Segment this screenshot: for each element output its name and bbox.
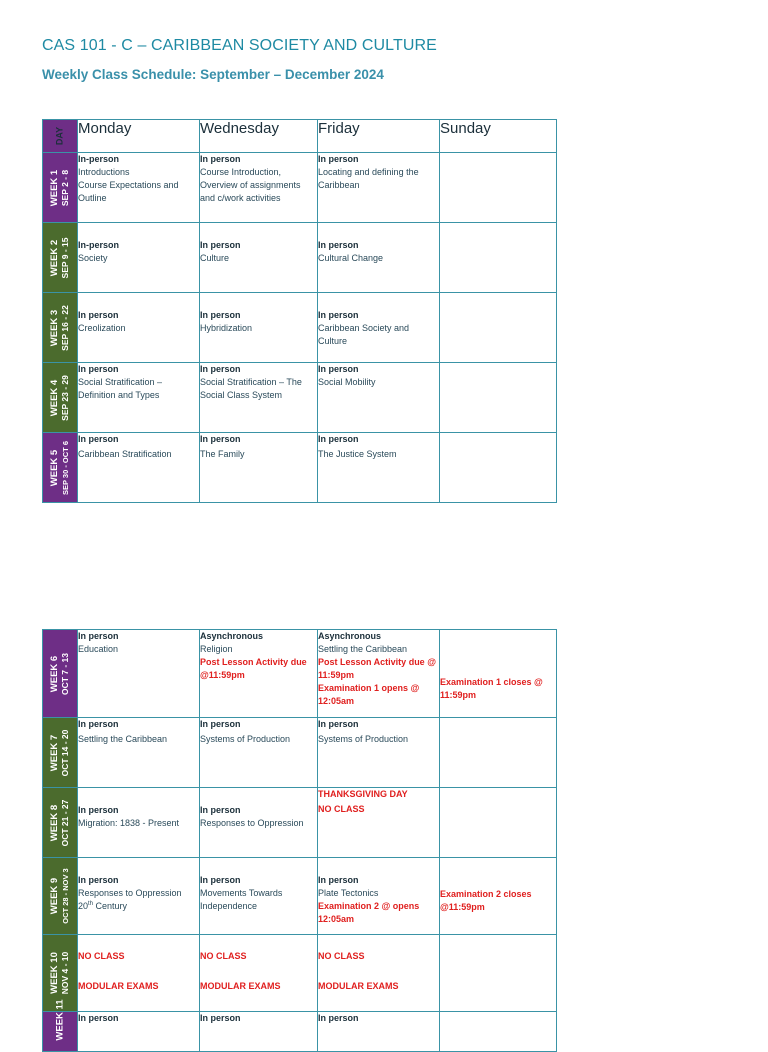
week-dates: NOV 4 - 10 bbox=[60, 951, 70, 995]
class-topic: Responses to Oppression bbox=[200, 818, 304, 828]
monday-cell bbox=[78, 788, 200, 858]
class-mode: In person bbox=[318, 310, 359, 320]
class-topic: Plate Tectonics bbox=[318, 888, 379, 898]
column-header-wednesday: Wednesday bbox=[200, 120, 318, 153]
modular-exams-note: MODULAR EXAMS bbox=[78, 981, 159, 991]
schedule-table-1 bbox=[42, 119, 557, 503]
document-title: CAS 101 - C – CARIBBEAN SOCIETY AND CULTURE bbox=[42, 37, 437, 54]
class-topic: Caribbean Society and Culture bbox=[318, 323, 410, 346]
week-label-cell bbox=[43, 153, 78, 223]
class-mode: In person bbox=[78, 719, 119, 729]
exam-note: Examination 2 @ opens 12:05am bbox=[318, 901, 420, 924]
class-topic: Social Stratification – Definition and Types bbox=[78, 377, 163, 400]
class-topic-century: 20th Century bbox=[78, 901, 128, 911]
week-number: WEEK 7 bbox=[49, 734, 60, 771]
table-row bbox=[43, 153, 557, 223]
class-mode: In person bbox=[78, 364, 119, 374]
sunday-cell bbox=[440, 293, 557, 363]
week-dates: OCT 7 - 13 bbox=[60, 652, 70, 695]
monday-cell bbox=[78, 630, 200, 718]
week-number: WEEK 4 bbox=[49, 379, 60, 416]
table-row bbox=[43, 433, 557, 503]
class-mode: Asynchronous bbox=[318, 631, 382, 641]
monday-cell bbox=[78, 223, 200, 293]
monday-cell bbox=[78, 293, 200, 363]
class-topic: Society bbox=[78, 253, 108, 263]
class-topic: Introductions bbox=[78, 167, 130, 177]
week-label-cell bbox=[43, 858, 78, 935]
document-subtitle: Weekly Class Schedule: September – December 2024 bbox=[42, 67, 384, 82]
modular-exams-note: MODULAR EXAMS bbox=[200, 981, 281, 991]
sunday-cell bbox=[440, 223, 557, 293]
monday-cell bbox=[78, 433, 200, 503]
week-number: WEEK 10 bbox=[49, 952, 60, 994]
wednesday-cell bbox=[200, 858, 318, 935]
class-mode: In person bbox=[318, 434, 359, 444]
monday-cell bbox=[78, 153, 200, 223]
sunday-cell bbox=[440, 858, 557, 935]
class-topic: Movements Towards Independence bbox=[200, 888, 283, 911]
class-mode: In person bbox=[78, 805, 119, 815]
class-topic: Education bbox=[78, 644, 119, 654]
week-label-cell bbox=[43, 999, 78, 1052]
wednesday-cell bbox=[200, 363, 318, 433]
sunday-cell bbox=[440, 1012, 557, 1052]
week-label-cell bbox=[43, 630, 78, 718]
table-row bbox=[43, 935, 557, 1012]
class-topic: Creolization bbox=[78, 323, 126, 333]
class-mode: In person bbox=[200, 154, 241, 164]
week-label-cell bbox=[43, 718, 78, 788]
class-topic: Settling the Caribbean bbox=[318, 644, 408, 654]
class-topic: Culture bbox=[200, 253, 230, 263]
class-topic: Course Expectations and Outline bbox=[78, 180, 179, 203]
table-row bbox=[43, 788, 557, 858]
table-row bbox=[43, 858, 557, 935]
sunday-cell bbox=[440, 935, 557, 1012]
class-topic: The Justice System bbox=[318, 449, 397, 459]
sunday-cell bbox=[440, 630, 557, 718]
week-label-cell bbox=[43, 223, 78, 293]
class-mode: In person bbox=[200, 1013, 241, 1023]
wednesday-cell bbox=[200, 718, 318, 788]
sunday-cell bbox=[440, 433, 557, 503]
class-mode: In person bbox=[78, 1013, 119, 1023]
column-header-sunday: Sunday bbox=[440, 120, 557, 153]
table-row bbox=[43, 363, 557, 433]
day-header-cell bbox=[43, 120, 78, 153]
class-topic: Social Stratification – The Social Class System bbox=[200, 377, 302, 400]
table-row bbox=[43, 293, 557, 363]
exam-note: Examination 1 closes @ 11:59pm bbox=[440, 677, 543, 700]
class-mode: Asynchronous bbox=[200, 631, 264, 641]
week-dates: OCT 28 - NOV 3 bbox=[61, 868, 70, 924]
friday-cell bbox=[318, 153, 440, 223]
week-dates: SEP 9 - 15 bbox=[60, 237, 70, 278]
monday-cell bbox=[78, 935, 200, 1012]
holiday-note: THANKSGIVING DAY bbox=[318, 789, 408, 799]
class-topic: The Family bbox=[200, 449, 245, 459]
week-number: WEEK 1 bbox=[49, 169, 60, 206]
sunday-cell bbox=[440, 718, 557, 788]
week-label-cell bbox=[43, 363, 78, 433]
friday-cell bbox=[318, 718, 440, 788]
week-label-cell bbox=[43, 293, 78, 363]
wednesday-cell bbox=[200, 223, 318, 293]
week-dates: OCT 21 - 27 bbox=[60, 799, 70, 846]
class-mode: In person bbox=[78, 310, 119, 320]
week-number: WEEK 6 bbox=[49, 655, 60, 692]
sunday-cell bbox=[440, 788, 557, 858]
class-mode: In person bbox=[200, 875, 241, 885]
week-dates: SEP 30 - OCT 6 bbox=[61, 440, 70, 495]
class-mode: In person bbox=[318, 875, 359, 885]
exam-note: Examination 1 opens @ 12:05am bbox=[318, 683, 420, 706]
class-topic: Religion bbox=[200, 644, 233, 654]
class-mode: In person bbox=[78, 631, 119, 641]
modular-exams-note: MODULAR EXAMS bbox=[318, 981, 399, 991]
table-row bbox=[43, 223, 557, 293]
wednesday-cell bbox=[200, 935, 318, 1012]
class-mode: In person bbox=[200, 240, 241, 250]
class-mode: In person bbox=[318, 719, 359, 729]
deadline-note: Post Lesson Activity due @ 11:59pm bbox=[318, 657, 436, 680]
wednesday-cell bbox=[200, 153, 318, 223]
wednesday-cell bbox=[200, 293, 318, 363]
class-topic: Course Introduction, Overview of assignments and c/work activities bbox=[200, 167, 301, 203]
sunday-cell bbox=[440, 363, 557, 433]
no-class-note: NO CLASS bbox=[78, 951, 125, 961]
class-topic: Responses to Oppression bbox=[78, 888, 182, 898]
week-dates: OCT 14 - 20 bbox=[60, 729, 70, 776]
column-header-monday: Monday bbox=[78, 120, 200, 153]
friday-cell bbox=[318, 1012, 440, 1052]
class-mode: In person bbox=[200, 434, 241, 444]
week-label-cell bbox=[43, 788, 78, 858]
week-number: WEEK 9 bbox=[49, 877, 60, 915]
monday-cell bbox=[78, 718, 200, 788]
class-topic: Cultural Change bbox=[318, 253, 384, 263]
class-mode: In person bbox=[318, 1013, 359, 1023]
exam-note: Examination 2 closes @11:59pm bbox=[440, 889, 532, 912]
no-class-note: NO CLASS bbox=[318, 951, 365, 961]
week-number: WEEK 5 bbox=[49, 449, 60, 486]
class-mode: In person bbox=[318, 154, 359, 164]
wednesday-cell bbox=[200, 630, 318, 718]
class-topic: Settling the Caribbean bbox=[78, 734, 168, 744]
week-dates: SEP 16 - 22 bbox=[60, 304, 70, 351]
class-topic: Migration: 1838 - Present bbox=[78, 818, 180, 828]
class-mode: In-person bbox=[78, 240, 120, 250]
monday-cell bbox=[78, 1012, 200, 1052]
week-dates: SEP 2 - 8 bbox=[60, 169, 70, 206]
week-dates: SEP 23 - 29 bbox=[60, 374, 70, 421]
class-topic: Social Mobility bbox=[318, 377, 376, 387]
table-row bbox=[43, 1012, 557, 1052]
friday-cell bbox=[318, 433, 440, 503]
class-topic: Caribbean Stratification bbox=[78, 449, 172, 459]
class-mode: In-person bbox=[78, 154, 120, 164]
week-number: WEEK 3 bbox=[49, 309, 60, 346]
class-mode: In person bbox=[318, 240, 359, 250]
week-number: WEEK 2 bbox=[49, 239, 60, 276]
class-mode: In person bbox=[200, 364, 241, 374]
class-topic: Systems of Production bbox=[318, 734, 409, 744]
column-header-friday: Friday bbox=[318, 120, 440, 153]
friday-cell bbox=[318, 630, 440, 718]
class-mode: In person bbox=[78, 434, 119, 444]
class-topic: Locating and defining the Caribbean bbox=[318, 167, 419, 190]
friday-cell bbox=[318, 293, 440, 363]
sunday-cell bbox=[440, 153, 557, 223]
class-mode: In person bbox=[200, 719, 241, 729]
week-number: WEEK 11 bbox=[54, 999, 66, 1041]
class-topic: Systems of Production bbox=[200, 734, 291, 744]
no-class-note: NO CLASS bbox=[318, 804, 365, 814]
week-label-cell bbox=[43, 433, 78, 503]
table-header-row bbox=[43, 120, 557, 153]
friday-cell bbox=[318, 858, 440, 935]
wednesday-cell bbox=[200, 433, 318, 503]
day-label: DAY bbox=[54, 126, 65, 146]
monday-cell bbox=[78, 363, 200, 433]
monday-cell bbox=[78, 858, 200, 935]
schedule-table-2 bbox=[42, 629, 557, 1052]
friday-cell bbox=[318, 363, 440, 433]
class-mode: In person bbox=[78, 875, 119, 885]
wednesday-cell bbox=[200, 1012, 318, 1052]
class-mode: In person bbox=[200, 805, 241, 815]
friday-cell bbox=[318, 788, 440, 858]
class-mode: In person bbox=[318, 364, 359, 374]
class-mode: In person bbox=[200, 310, 241, 320]
table-row bbox=[43, 718, 557, 788]
no-class-note: NO CLASS bbox=[200, 951, 247, 961]
deadline-note: Post Lesson Activity due @11:59pm bbox=[200, 657, 307, 680]
wednesday-cell bbox=[200, 788, 318, 858]
table-row bbox=[43, 630, 557, 718]
friday-cell bbox=[318, 223, 440, 293]
friday-cell bbox=[318, 935, 440, 1012]
week-number: WEEK 8 bbox=[49, 804, 60, 841]
class-topic: Hybridization bbox=[200, 323, 253, 333]
